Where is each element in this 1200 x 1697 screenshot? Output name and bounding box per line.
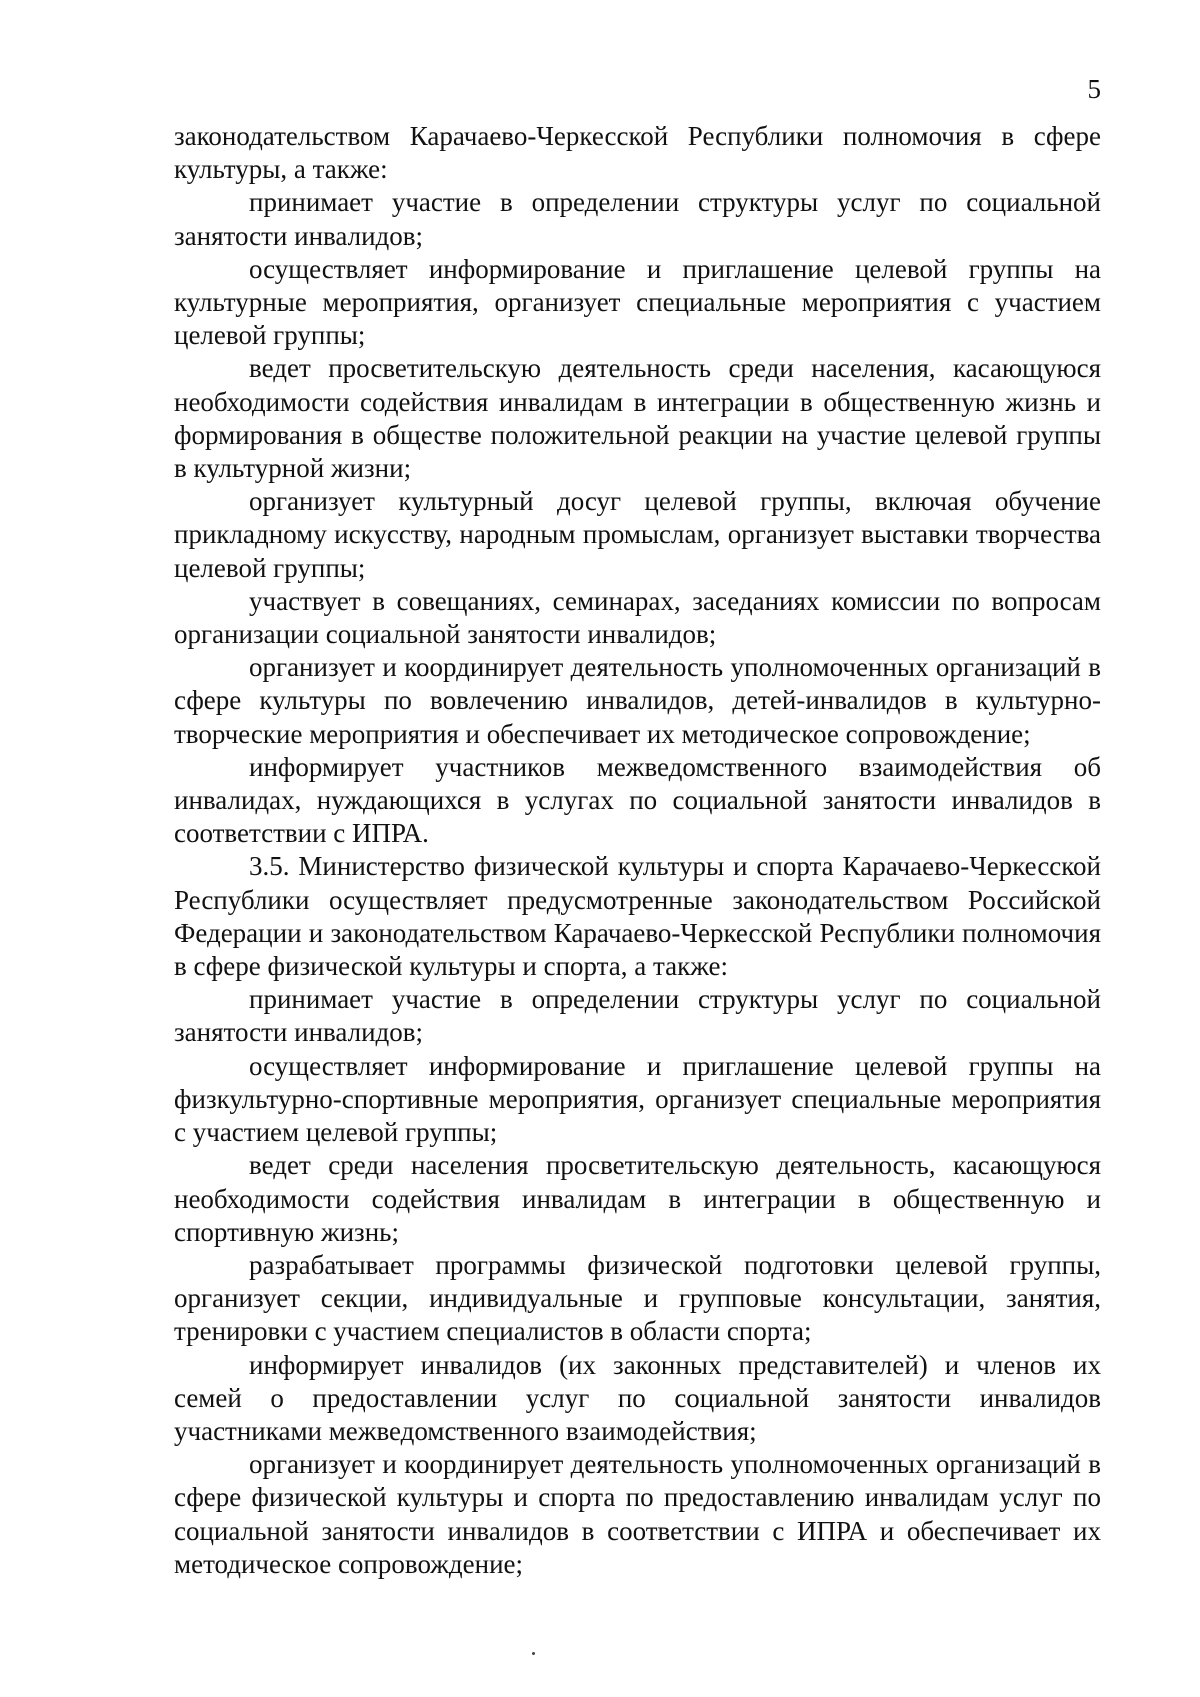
paragraph-11: осуществляет информирование и приглашение целевой группы на физкультурно-спортивные мероприятия, организует специальные мероприятия с участием целевой группы; <box>174 1050 1101 1148</box>
paragraph-14: информирует инвалидов (их законных представителей) и членов их семей о предоставлении услуг по социальной занятости инвалидов участниками межведомственного взаимодействия; <box>174 1349 1101 1446</box>
paragraph-6: участвует в совещаниях, семинарах, заседаниях комиссии по вопросам организации социальной занятости инвалидов; <box>174 585 1101 650</box>
paragraph-5: организует культурный досуг целевой группы, включая обучение прикладному искусству, народным промыслам, организует выставки творчества целевой группы; <box>174 486 1101 583</box>
page-number: 5 <box>1087 74 1101 104</box>
paragraph-4: ведет просветительскую деятельность среди населения, касающуюся необходимости содействия инвалидам в интеграции в общественную жизнь и формирования в обществе положительной реакции на участие целевой группы в культурной жизни; <box>174 353 1101 484</box>
scan-speck <box>532 1652 535 1655</box>
paragraph-7: организует и координирует деятельность уполномоченных организаций в сфере культуры по вовлечению инвалидов, детей-инвалидов в культурно-творческие мероприятия и обеспечивает их методическое сопровождение; <box>174 652 1101 749</box>
paragraph-13: разрабатывает программы физической подготовки целевой группы, организует секции, индивидуальные и групповые консультации, занятия, тренировки с участием специалистов в области спорта; <box>174 1249 1101 1347</box>
paragraph-12: ведет среди населения просветительскую деятельность, касающуюся необходимости содействия инвалидам в интеграции в общественную и спортивную жизнь; <box>174 1150 1101 1247</box>
paragraph-8: информирует участников межведомственного взаимодействия об инвалидах, нуждающихся в услугах по социальной занятости инвалидов в соответствии с ИПРА. <box>174 751 1101 849</box>
paragraph-1: законодательством Карачаево-Черкесской Республики полномочия в сфере культуры, а также: <box>174 121 1101 185</box>
paragraph-9: 3.5. Министерство физической культуры и спорта Карачаево-Черкесской Республики осуществляет предусмотренные законодательством Российской Федерации и законодательством Карачаево-Черкесской Республики полномочия в сфере физической культуры и спорта, а также: <box>174 851 1101 982</box>
paragraph-2: принимает участие в определении структуры услуг по социальной занятости инвалидов; <box>174 187 1101 251</box>
paragraph-15: организует и координирует деятельность уполномоченных организаций в сфере физической культуры и спорта по предоставлению инвалидам услуг по социальной занятости инвалидов в соответствии с ИПРА и обеспечивает их методическое сопровождение; <box>174 1449 1101 1579</box>
document-body <box>174 120 1101 1581</box>
paragraph-3: осуществляет информирование и приглашение целевой группы на культурные мероприятия, организует специальные мероприятия с участием целевой группы; <box>174 253 1101 351</box>
paragraph-10: принимает участие в определении структуры услуг по социальной занятости инвалидов; <box>174 984 1101 1048</box>
